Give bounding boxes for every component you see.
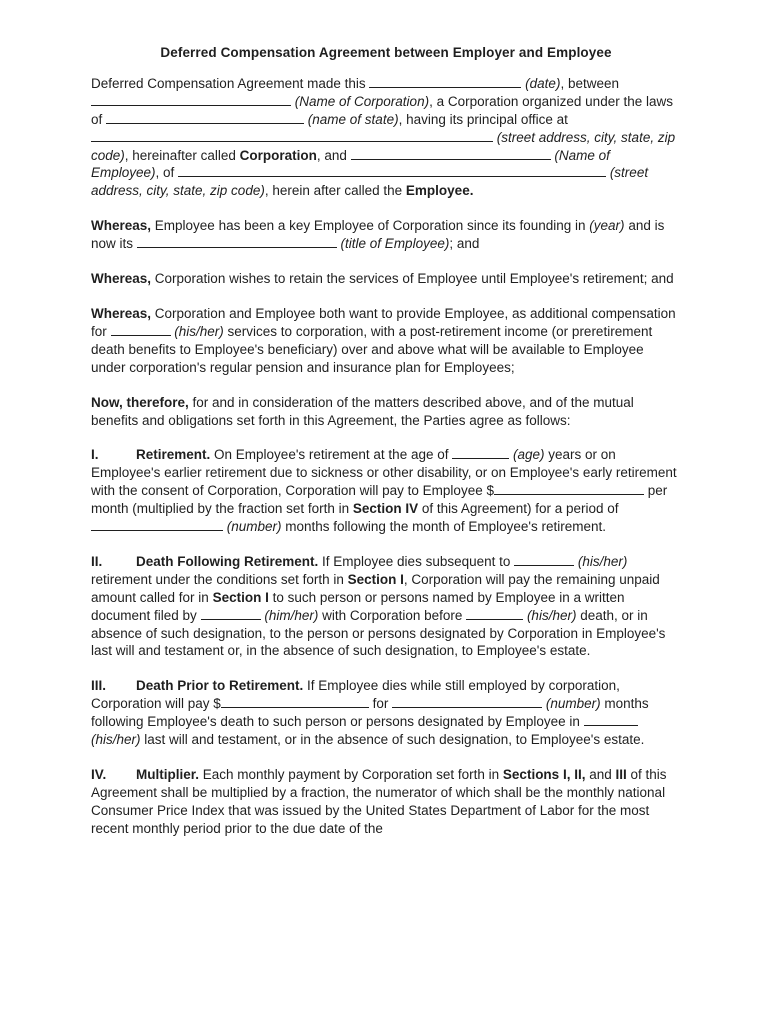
employee-address-blank[interactable] xyxy=(178,165,606,177)
text: , hereinafter called xyxy=(124,147,240,163)
text: , herein after called the xyxy=(264,183,406,199)
text: for xyxy=(368,696,393,712)
state-hint: (name of state) xyxy=(307,111,399,127)
employee-name-hint: (Name of Employee) xyxy=(91,147,610,181)
number-hint: (number) xyxy=(545,696,601,712)
text: months following Employee's death to such person or persons designated by Employee in xyxy=(91,696,649,730)
document-page xyxy=(91,44,681,855)
section-4-multiplier xyxy=(91,766,681,838)
text: , Corporation will pay the remaining unpaid amount called for in xyxy=(91,571,660,605)
date-blank[interactable] xyxy=(369,76,521,88)
his-her-blank[interactable] xyxy=(111,324,171,336)
his-her-hint: (his/her) xyxy=(174,323,224,339)
section-2-death-following-retirement xyxy=(91,553,681,660)
text: retirement under the conditions set forth in xyxy=(91,571,348,587)
text: If Employee dies subsequent to xyxy=(318,553,515,569)
text: last will and testament, or in the absence of such designation, to Employee's estate. xyxy=(140,732,645,748)
text: for and in consideration of the matters described above, and of the mutual benefits and obligations set forth in this Agreement, the Parties agree as follows: xyxy=(91,394,634,428)
text: Each monthly payment by Corporation set forth in xyxy=(199,767,503,782)
whereas-lead: Whereas, xyxy=(91,305,152,321)
corporation-label: Corporation xyxy=(239,147,317,163)
his-her-blank[interactable] xyxy=(584,714,638,726)
his-her-blank[interactable] xyxy=(466,608,523,620)
section-1-retirement xyxy=(91,446,681,536)
corporation-name-hint: (Name of Corporation) xyxy=(294,93,430,109)
date-hint: (date) xyxy=(525,75,561,91)
section-number: II. xyxy=(91,553,103,569)
text: , between xyxy=(560,75,619,91)
his-her-hint: (his/her) xyxy=(577,553,628,569)
whereas-paragraph-2 xyxy=(91,270,681,288)
number-hint: (number) xyxy=(226,519,282,535)
corporation-name-blank[interactable] xyxy=(91,94,291,106)
whereas-lead: Whereas, xyxy=(91,271,152,287)
period-blank[interactable] xyxy=(91,519,223,531)
text: Corporation and Employee both want to provide Employee, as additional compensation for xyxy=(91,305,676,339)
text: and is now its xyxy=(91,218,665,252)
state-blank[interactable] xyxy=(106,112,304,124)
text: death, or in absence of such designation, to the person or persons designated by Corporation in Employee's last will and testament or, in the absence of such designation, to Employee's estate. xyxy=(91,607,666,659)
section-number: I. xyxy=(91,447,99,463)
employee-name-blank[interactable] xyxy=(351,148,551,160)
text: to such person or persons named by Employee in a written document filed by xyxy=(91,589,625,623)
text: , of xyxy=(155,165,179,181)
employee-label: Employee. xyxy=(405,183,474,199)
section-heading: Death Following Retirement. xyxy=(136,553,319,569)
whereas-paragraph-1 xyxy=(91,217,681,253)
section-reference: Section I xyxy=(347,571,404,587)
age-hint: (age) xyxy=(513,447,545,463)
text: If Employee dies while still employed by corporation, Corporation will pay $ xyxy=(91,678,620,712)
intro-paragraph xyxy=(91,75,681,200)
payment-amount-blank[interactable] xyxy=(221,696,369,708)
therefore-lead: Now, therefore, xyxy=(91,394,189,410)
his-her-blank[interactable] xyxy=(514,554,574,566)
section-reference: Section I xyxy=(212,589,269,605)
year-hint: (year) xyxy=(589,218,625,234)
him-her-blank[interactable] xyxy=(201,608,261,620)
document-title: Deferred Compensation Agreement between Employer and Employee xyxy=(160,45,612,60)
text: and xyxy=(585,767,616,782)
whereas-paragraph-3 xyxy=(91,305,681,377)
his-her-hint: (his/her) xyxy=(526,607,577,623)
text: On Employee's retirement at the age of xyxy=(210,447,453,463)
text: of this Agreement shall be multiplied by a fraction, the numerator of which shall be the monthly national Consumer Price Index that was issued by the United States Department of Labor for the most recent monthly period prior to the due date of the xyxy=(91,767,667,836)
text: years or on Employee's earlier retirement due to sickness or other disability, or on Employee's early retirement with the consent of Corporation, Corporation will pay to Employee $ xyxy=(91,447,677,499)
section-reference: Section IV xyxy=(352,501,419,517)
corporation-address-blank[interactable] xyxy=(91,130,493,142)
section-heading: Death Prior to Retirement. xyxy=(136,678,304,694)
therefore-paragraph xyxy=(91,394,681,430)
whereas-lead: Whereas, xyxy=(91,218,152,234)
age-blank[interactable] xyxy=(452,447,509,459)
text: of this Agreement) for a period of xyxy=(418,501,619,517)
text: , and xyxy=(316,147,351,163)
text: Employee has been a key Employee of Corporation since its founding in xyxy=(151,218,590,234)
corporation-address-hint: (street address, city, state, zip code) xyxy=(91,129,676,163)
employee-title-blank[interactable] xyxy=(137,236,337,248)
text: , a Corporation organized under the laws of xyxy=(91,93,673,127)
text: services to corporation, with a post-retirement income (or preretirement death benefits to Employee's beneficiary) over and above what will be available to Employee under corporation's regular pension and insurance plan for Employees; xyxy=(91,323,653,375)
text: , having its principal office at xyxy=(398,111,568,127)
text: Corporation wishes to retain the services of Employee until Employee's retirement; and xyxy=(151,271,674,287)
text: with Corporation before xyxy=(318,607,467,623)
text: months following the month of Employee's retirement. xyxy=(281,519,607,535)
employee-title-hint: (title of Employee) xyxy=(340,236,450,252)
text: Deferred Compensation Agreement made this xyxy=(91,75,370,91)
section-reference: Sections I, II, xyxy=(502,767,586,782)
text: per month (multiplied by the fraction set forth in xyxy=(91,483,668,517)
section-3-death-prior-to-retirement xyxy=(91,677,681,749)
section-heading: Retirement. xyxy=(136,447,211,463)
months-blank[interactable] xyxy=(392,696,542,708)
section-number: III. xyxy=(91,678,107,694)
him-her-hint: (him/her) xyxy=(264,607,319,623)
monthly-amount-blank[interactable] xyxy=(494,483,644,495)
text: ; and xyxy=(449,236,480,252)
employee-address-hint: (street address, city, state, zip code) xyxy=(91,165,649,199)
his-her-hint: (his/her) xyxy=(91,732,141,748)
section-number: IV. xyxy=(91,767,107,782)
section-heading: Multiplier. xyxy=(136,767,200,782)
section-reference: III xyxy=(615,767,627,782)
